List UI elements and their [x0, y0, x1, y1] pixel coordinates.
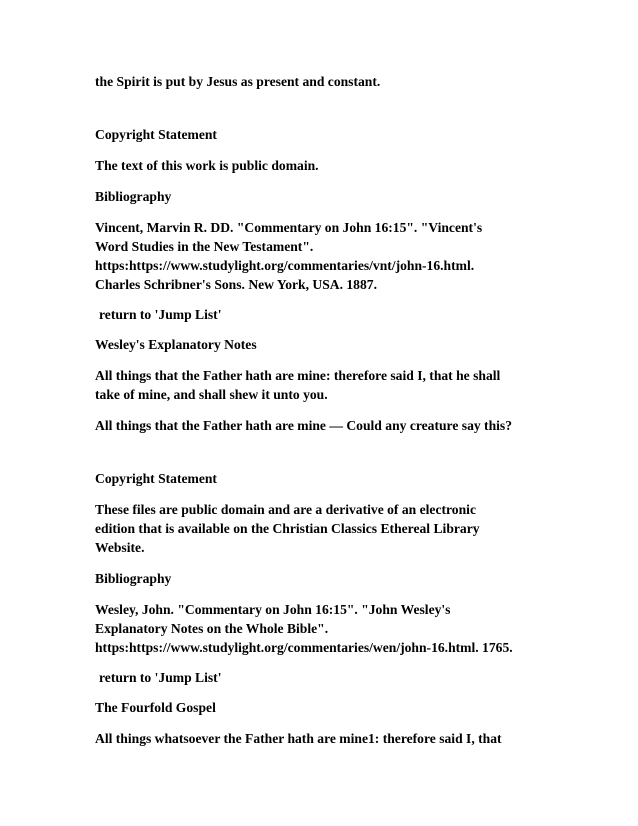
citation-line: Charles Schribner's Sons. New York, USA. 1887.	[95, 277, 377, 292]
copyright-text: The text of this work is public domain.	[95, 158, 319, 173]
copyright-line: These files are public domain and are a derivative of an electronic	[95, 502, 476, 517]
verse-line: All things that the Father hath are mine: therefore said I, that he shall	[95, 368, 501, 383]
bibliography-citation	[95, 600, 555, 657]
jump-list-link[interactable]: return to 'Jump List'	[99, 670, 222, 685]
copyright-line: edition that is available on the Christian Classics Ethereal Library	[95, 521, 480, 536]
commentary-text: All things that the Father hath are mine — Could any creature say this?	[95, 418, 513, 433]
citation-line: Wesley, John. "Commentary on John 16:15". "John Wesley's	[95, 602, 451, 617]
copyright-text	[95, 500, 555, 557]
citation-line: Word Studies in the New Testament".	[95, 239, 314, 254]
copyright-line: Website.	[95, 540, 145, 555]
scripture-verse: All things whatsoever the Father hath are mine1: therefore said I, that	[95, 731, 502, 746]
section-heading: The Fourfold Gospel	[95, 700, 216, 715]
copyright-heading: Copyright Statement	[95, 471, 217, 486]
commentary-text: the Spirit is put by Jesus as present and constant.	[95, 74, 381, 89]
bibliography-citation	[95, 218, 555, 294]
citation-line: Vincent, Marvin R. DD. "Commentary on John 16:15". "Vincent's	[95, 220, 483, 235]
document-body	[95, 72, 555, 748]
citation-link[interactable]: https:https://www.studylight.org/commentaries/wen/john-16.html. 1765.	[95, 640, 513, 655]
verse-line: take of mine, and shall shew it unto you.	[95, 387, 328, 402]
jump-list-link[interactable]: return to 'Jump List'	[99, 307, 222, 322]
scripture-verse	[95, 366, 555, 404]
bibliography-heading: Bibliography	[95, 571, 172, 586]
citation-line: Explanatory Notes on the Whole Bible".	[95, 621, 329, 636]
citation-link[interactable]: https:https://www.studylight.org/commentaries/vnt/john-16.html.	[95, 258, 475, 273]
section-heading: Wesley's Explanatory Notes	[95, 337, 257, 352]
bibliography-heading: Bibliography	[95, 189, 172, 204]
copyright-heading: Copyright Statement	[95, 127, 217, 142]
